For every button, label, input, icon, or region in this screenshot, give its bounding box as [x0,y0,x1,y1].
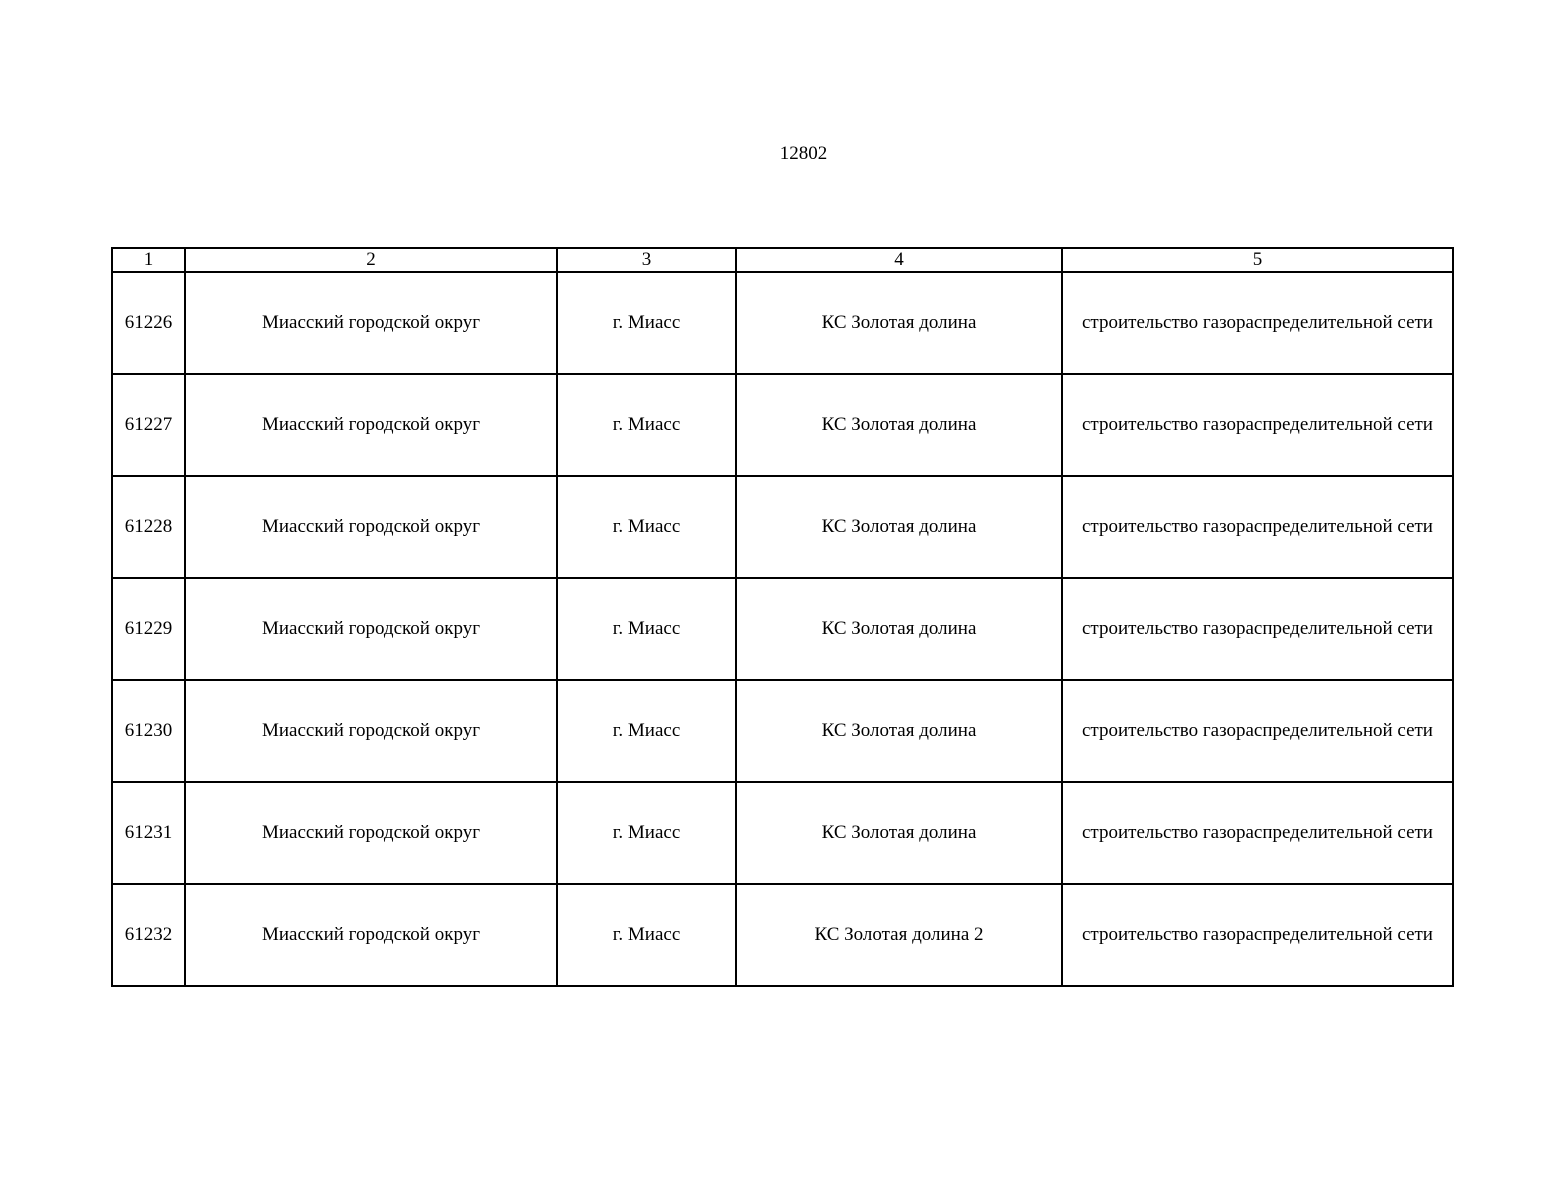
table-row [112,884,1453,986]
district-cell: Миасский городской округ [185,680,557,782]
work-type-cell: строительство газораспределительной сети [1062,374,1453,476]
settlement-cell: г. Миасс [557,884,736,986]
district-cell: Миасский городской округ [185,884,557,986]
settlement-cell: г. Миасс [557,782,736,884]
table-row [112,680,1453,782]
district-cell: Миасский городской округ [185,272,557,374]
district-cell: Миасский городской округ [185,578,557,680]
object-cell: КС Золотая долина [736,272,1062,374]
object-cell: КС Золотая долина [736,782,1062,884]
page-number: 12802 [779,143,828,164]
work-type-cell: строительство газораспределительной сети [1062,578,1453,680]
object-cell: КС Золотая долина [736,374,1062,476]
work-type-cell: строительство газораспределительной сети [1062,476,1453,578]
row-id-cell: 61229 [112,578,185,680]
settlement-cell: г. Миасс [557,476,736,578]
row-id-cell: 61232 [112,884,185,986]
district-cell: Миасский городской округ [185,374,557,476]
table-row [112,476,1453,578]
district-cell: Миасский городской округ [185,476,557,578]
object-cell: КС Золотая долина [736,476,1062,578]
table-row [112,578,1453,680]
column-number-5: 5 [1062,248,1453,272]
column-number-1: 1 [112,248,185,272]
table-header-row [112,248,1453,272]
settlement-cell: г. Миасс [557,578,736,680]
column-number-3: 3 [557,248,736,272]
row-id-cell: 61226 [112,272,185,374]
column-number-4: 4 [736,248,1062,272]
work-type-cell: строительство газораспределительной сети [1062,884,1453,986]
row-id-cell: 61227 [112,374,185,476]
work-type-cell: строительство газораспределительной сети [1062,272,1453,374]
object-cell: КС Золотая долина [736,680,1062,782]
settlement-cell: г. Миасс [557,680,736,782]
object-cell: КС Золотая долина 2 [736,884,1062,986]
row-id-cell: 61231 [112,782,185,884]
column-number-2: 2 [185,248,557,272]
settlement-cell: г. Миасс [557,272,736,374]
table-row [112,782,1453,884]
row-id-cell: 61230 [112,680,185,782]
table-row [112,272,1453,374]
work-type-cell: строительство газораспределительной сети [1062,782,1453,884]
table-row [112,374,1453,476]
object-cell: КС Золотая долина [736,578,1062,680]
district-cell: Миасский городской округ [185,782,557,884]
settlement-cell: г. Миасс [557,374,736,476]
data-table [111,247,1454,987]
work-type-cell: строительство газораспределительной сети [1062,680,1453,782]
row-id-cell: 61228 [112,476,185,578]
